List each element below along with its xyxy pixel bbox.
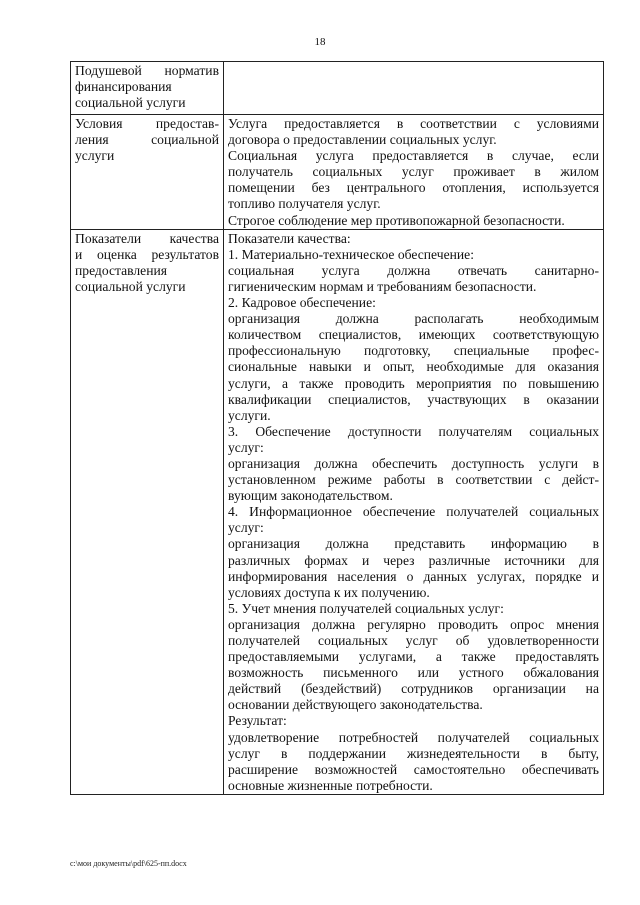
cell-line: профессиональную подготовку, специальные профес- <box>228 343 599 359</box>
cell-line: установленном режиме работы в соответствии с дейст- <box>228 472 599 488</box>
cell-line: и оценка результатов <box>75 246 219 262</box>
cell-line: возможность письменного или устного обжалования <box>228 665 599 681</box>
cell-line: 2. Кадровое обеспечение: <box>228 295 376 311</box>
cell-line: информирования населения о данных услугах, порядке и <box>228 568 599 584</box>
cell-line: Показатели качества <box>75 230 219 246</box>
cell-line: основные жизненные потребности. <box>228 777 433 793</box>
cell-line: организация должна обеспечить доступность услуги в <box>228 455 599 471</box>
cell-line: предоставления <box>75 262 168 278</box>
row-label-cell <box>71 229 224 794</box>
cell-line: услуги, а также проводить мероприятия по повышению <box>228 375 599 391</box>
cell-line: социальной услуги <box>75 95 186 111</box>
cell-line: Результат: <box>228 713 287 729</box>
cell-line: Услуга предоставляется в соответствии с условиями <box>228 116 599 131</box>
cell-line: различных формах и через различные источники для <box>228 552 599 568</box>
cell-line: количеством специалистов, имеющих соответствующую <box>228 327 599 343</box>
cell-line: организация должна представить информацию в <box>228 536 599 552</box>
cell-line: услуг: <box>228 439 264 455</box>
cell-line: квалификации специалистов, участвующих в оказании <box>228 391 599 407</box>
footer-file-path: c:\мои документы\pdf\625-пп.docx <box>70 859 187 868</box>
cell-line: удовлетворение потребностей получателей социальных <box>228 729 599 745</box>
cell-line: предоставляемыми услугами, а также предоставлять <box>228 649 599 665</box>
cell-line: финансирования <box>75 79 172 95</box>
cell-line: топливо получателя услуг. <box>228 196 381 212</box>
cell-line: 5. Учет мнения получателей социальных услуг: <box>228 600 504 616</box>
cell-line: получатель социальных услуг проживает в жилом <box>228 164 599 180</box>
cell-line: организация должна располагать необходимым <box>228 311 599 327</box>
cell-line: гигиеническим нормам и требованиям безопасности. <box>228 278 537 294</box>
cell-line: Показатели качества: <box>228 230 351 246</box>
cell-line: услуги. <box>228 407 271 423</box>
cell-line: Строгое соблюдение мер противопожарной безопасности. <box>228 212 565 228</box>
cell-line: ления социальной <box>75 132 219 148</box>
cell-line: получателей социальных услуг об удовлетворенности <box>228 633 599 648</box>
cell-line: Условия предостав- <box>75 116 219 131</box>
table-row <box>71 115 604 230</box>
cell-line: услуги <box>75 148 115 164</box>
cell-line: 3. Обеспечение доступности получателям социальных <box>228 423 599 439</box>
cell-line: организация должна регулярно проводить опрос мнения <box>228 616 599 632</box>
cell-line: расширение возможностей самостоятельно обеспечивать <box>228 761 599 777</box>
cell-line: Социальная услуга предоставляется в случае, если <box>228 148 599 164</box>
cell-line: Подушевой норматив <box>75 63 219 78</box>
row-content-cell <box>224 62 604 115</box>
cell-line: 1. Материально-техническое обеспечение: <box>228 246 474 262</box>
cell-line: услуг в поддержании жизнедеятельности в быту, <box>228 745 599 761</box>
row-content-cell <box>224 229 604 794</box>
cell-line: действий (бездействий) сотрудников организации на <box>228 681 599 697</box>
cell-line: помещении без центрального отопления, используется <box>228 180 599 196</box>
cell-line: социальная услуга должна отвечать санитарно- <box>228 262 599 278</box>
cell-line: основании действующего законодательства. <box>228 697 483 713</box>
table-row <box>71 62 604 115</box>
cell-line: договора о предоставлении социальных услуг. <box>228 132 497 148</box>
cell-line: вующим законодательством. <box>228 488 393 504</box>
cell-line: условиях доступа к их получению. <box>228 584 430 600</box>
cell-line: услуг: <box>228 520 264 536</box>
service-standard-table <box>70 61 604 795</box>
cell-line: 4. Информационное обеспечение получателей социальных <box>228 504 599 520</box>
cell-line: социальной услуги <box>75 278 186 294</box>
table-row <box>71 229 604 794</box>
row-label-cell <box>71 115 224 230</box>
row-content-cell <box>224 115 604 230</box>
page-number: 18 <box>314 36 326 48</box>
cell-line: сиональные навыки и опыт, необходимые для оказания <box>228 359 599 375</box>
row-label-cell <box>71 62 224 115</box>
